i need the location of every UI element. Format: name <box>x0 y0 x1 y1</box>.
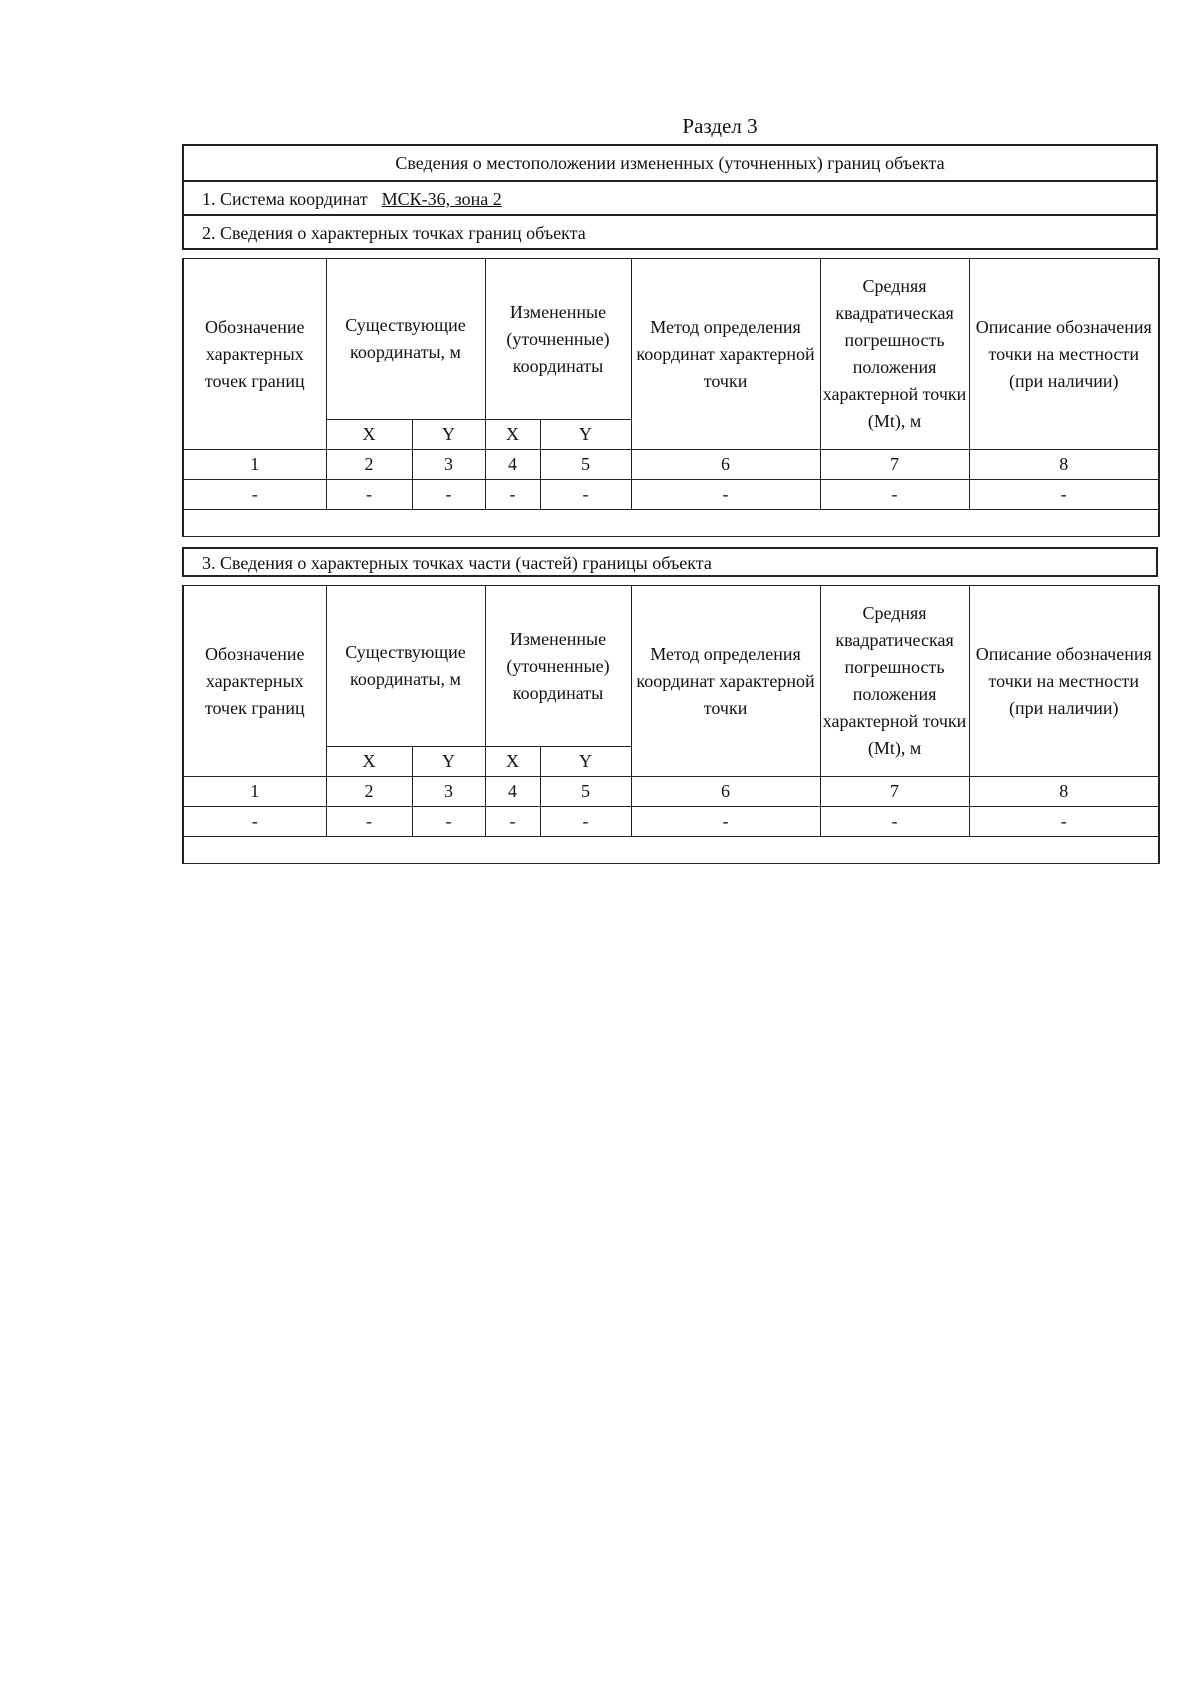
column-number: 8 <box>969 450 1159 480</box>
subheader-x: X <box>326 747 412 777</box>
header-mean-error: Средняя квадратическая погрешность положения характерной точки (Mt), м <box>820 259 969 450</box>
points-heading: 2. Сведения о характерных точках границ объекта <box>184 214 1156 248</box>
table-cell: - <box>969 807 1159 837</box>
coordinate-system-value: МСК-36, зона 2 <box>381 189 502 209</box>
part-boundary-points-table <box>182 585 1160 864</box>
column-number: 3 <box>412 450 485 480</box>
column-number: 1 <box>183 777 326 807</box>
table-cell: - <box>540 807 631 837</box>
table-cell: - <box>631 480 820 510</box>
table-row <box>183 480 1159 510</box>
table-cell: - <box>820 807 969 837</box>
header-existing-coordinates: Существующие координаты, м <box>326 586 485 747</box>
table-cell: - <box>820 480 969 510</box>
column-number: 5 <box>540 450 631 480</box>
column-number: 3 <box>412 777 485 807</box>
subheader-x: X <box>485 420 540 450</box>
column-number-row <box>183 450 1159 480</box>
table-cell: - <box>183 807 326 837</box>
column-number: 5 <box>540 777 631 807</box>
table-cell: - <box>412 807 485 837</box>
section-title: Раздел 3 <box>682 114 758 138</box>
document-sheet <box>182 108 1158 864</box>
column-number: 7 <box>820 450 969 480</box>
header-method: Метод определения координат характерной точки <box>631 259 820 450</box>
subheader-y: Y <box>412 747 485 777</box>
header-row <box>183 586 1159 747</box>
column-number: 2 <box>326 777 412 807</box>
table-cell: - <box>540 480 631 510</box>
header-point-designation: Обозначение характерных точек границ <box>183 259 326 450</box>
header-row <box>183 259 1159 420</box>
header-description: Описание обозначения точки на местности (при наличии) <box>969 259 1159 450</box>
table-cell: - <box>485 807 540 837</box>
table-cell: - <box>183 480 326 510</box>
column-number: 6 <box>631 777 820 807</box>
header-existing-coordinates: Существующие координаты, м <box>326 259 485 420</box>
header-changed-coordinates: Измененные (уточненные) координаты <box>485 259 631 420</box>
empty-cell <box>183 510 1159 537</box>
subheader-x: X <box>326 420 412 450</box>
table-cell: - <box>969 480 1159 510</box>
header-mean-error: Средняя квадратическая погрешность положения характерной точки (Mt), м <box>820 586 969 777</box>
subheader-x: X <box>485 747 540 777</box>
column-number: 4 <box>485 777 540 807</box>
column-number: 8 <box>969 777 1159 807</box>
table-cell: - <box>631 807 820 837</box>
column-number: 7 <box>820 777 969 807</box>
parts-heading: 3. Сведения о характерных точках части (частей) границы объекта <box>182 547 1158 577</box>
coordinate-system-row <box>184 180 1156 214</box>
column-number-row <box>183 777 1159 807</box>
header-point-designation: Обозначение характерных точек границ <box>183 586 326 777</box>
header-changed-coordinates: Измененные (уточненные) координаты <box>485 586 631 747</box>
subheader-y: Y <box>540 747 631 777</box>
subheader-y: Y <box>540 420 631 450</box>
table-cell: - <box>485 480 540 510</box>
table-cell: - <box>412 480 485 510</box>
header-method: Метод определения координат характерной точки <box>631 586 820 777</box>
document-heading: Сведения о местоположении измененных (уточненных) границ объекта <box>395 153 945 173</box>
column-number: 4 <box>485 450 540 480</box>
column-number: 2 <box>326 450 412 480</box>
header-description: Описание обозначения точки на местности (при наличии) <box>969 586 1159 777</box>
coordinate-system-label: 1. Система координат <box>202 189 368 209</box>
column-number: 6 <box>631 450 820 480</box>
table-cell: - <box>326 807 412 837</box>
table-cell: - <box>326 480 412 510</box>
empty-row <box>183 837 1159 864</box>
table-row <box>183 807 1159 837</box>
column-number: 1 <box>183 450 326 480</box>
boundary-points-table <box>182 258 1160 537</box>
info-frame <box>182 144 1158 250</box>
empty-row <box>183 510 1159 537</box>
subheader-y: Y <box>412 420 485 450</box>
empty-cell <box>183 837 1159 864</box>
